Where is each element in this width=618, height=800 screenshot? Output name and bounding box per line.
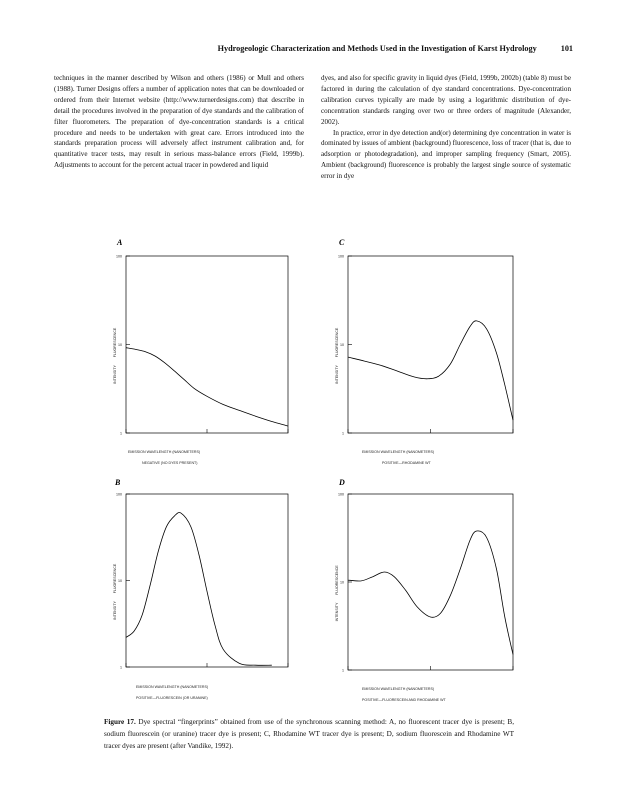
right-column-paragraph-2: In practice, error in dye detection and(or) determining dye concentration in water is dominated by issues of ambient (background) fluorescence, loss of tracer (that is, due to adsorption or photodegradation), and improper sampling frequency (Smart, 2005). Ambient (background) fluorescence is probably the largest single source of systematic error in dye bbox=[321, 128, 571, 181]
figure-panel-c bbox=[334, 236, 534, 476]
plot-frame bbox=[126, 494, 288, 667]
spectrum-line-c bbox=[348, 321, 513, 420]
page-number: 101 bbox=[560, 44, 573, 53]
figure-caption-text: Dye spectral “fingerprints” obtained from use of the synchronous scanning method: A, no fluorescent tracer dye is present; B, sodium fluorescein (or uranine) tracer dye is present; C, Rhodamine WT tracer dye is present; D, sodium fluorescein and Rhodamine WT tracer dyes are present (after Vandike, 1992). bbox=[104, 718, 515, 751]
panel-note-b: POSITIVE—FLUORESCEIN (OR URANINE) bbox=[136, 696, 208, 700]
panel-note-c: POSITIVE—RHODAMINE WT bbox=[382, 461, 431, 465]
chart-svg-b bbox=[108, 477, 308, 717]
chart-svg-c bbox=[334, 236, 534, 476]
figure-panel-b bbox=[108, 477, 308, 717]
y-tick-label: 1 bbox=[342, 668, 344, 673]
y-tick-label: 100 bbox=[116, 254, 122, 259]
y-tick-label: 1 bbox=[120, 431, 122, 436]
y-axis-label-top-c: FLUORESCENCE bbox=[335, 327, 339, 358]
figure-panel-d bbox=[334, 477, 534, 717]
y-tick-label: 100 bbox=[116, 492, 122, 497]
y-tick-label: 100 bbox=[338, 492, 344, 497]
left-column-text: techniques in the manner described by Wilson and others (1986) or Mull and others (1988). Turner Designs offers a number of application notes that can be downloaded or ordered from their Internet website (http://www.turnerdesigns.com) that describe in detail the procedures involved in the preparation of dye standards and the calibration of filter fluorometers. The preparation of dye-concentration standards is a critical procedure and needs to be undertaken with great care. Errors introduced into the standards preparation process will adversely affect instrument calibration and, for quantitative tracer tests, may result in serious mass-balance errors (Field, 1999b). Adjustments to account for the percent actual tracer in powdered and liquid bbox=[54, 74, 304, 170]
y-axis-label-top-a: FLUORESCENCE bbox=[113, 327, 117, 358]
plot-frame bbox=[348, 494, 513, 670]
y-tick-label: 10 bbox=[118, 343, 122, 347]
y-tick-label: 10 bbox=[340, 343, 344, 347]
figure-label: Figure 17. bbox=[104, 718, 136, 726]
figure-panel-a bbox=[108, 236, 308, 476]
x-axis-label-c: EMISSION WAVELENGTH (NANOMETERS) bbox=[362, 450, 435, 454]
y-tick-label: 1 bbox=[342, 431, 344, 436]
y-tick-label: 10 bbox=[340, 580, 344, 585]
header-title: Hydrogeologic Characterization and Methods Used in the Investigation of Karst Hydrology bbox=[217, 44, 537, 53]
chart-svg-a bbox=[108, 236, 308, 476]
panel-label-b: B bbox=[115, 478, 121, 487]
y-tick-label: 1 bbox=[120, 665, 122, 670]
y-axis-label-bottom-c: INTENSITY bbox=[335, 365, 339, 384]
x-axis-label-b: EMISSION WAVELENGTH (NANOMETERS) bbox=[136, 685, 209, 689]
axes-d bbox=[338, 493, 513, 673]
y-tick-label: 10 bbox=[118, 579, 122, 583]
panel-label-c: C bbox=[339, 238, 345, 247]
right-column bbox=[321, 73, 571, 182]
axes-c bbox=[338, 255, 513, 436]
left-column bbox=[54, 73, 304, 171]
plot-frame bbox=[348, 256, 513, 433]
y-tick-label: 100 bbox=[338, 254, 344, 259]
axes-a bbox=[116, 255, 288, 436]
y-axis-label-top-b: FLUORESCENCE bbox=[113, 563, 117, 594]
spectrum-line-d bbox=[348, 531, 513, 655]
spectrum-line-a bbox=[126, 348, 288, 426]
x-axis-label-a: EMISSION WAVELENGTH (NANOMETERS) bbox=[128, 450, 201, 454]
axes-b bbox=[116, 493, 288, 670]
running-header bbox=[60, 44, 573, 53]
y-axis-label-bottom-d: INTENSITY bbox=[335, 602, 339, 622]
plot-frame bbox=[126, 256, 288, 433]
right-column-paragraph-1: dyes, and also for specific gravity in liquid dyes (Field, 1999b, 2002b) (table 8) must be factored in during the calculation of dye standard concentrations. Dye-concentration calibration curves typically are made by using a logarithmic distribution of dye-concentration standards ranging over two or three orders of magnitude (Alexander, 2002). bbox=[321, 74, 571, 126]
spectrum-line-b bbox=[126, 513, 272, 666]
chart-svg-d bbox=[334, 477, 534, 717]
panel-note-d: POSITIVE—FLUORESCEIN AND RHODAMINE WT bbox=[362, 698, 446, 702]
y-axis-label-bottom-b: INTENSITY bbox=[113, 601, 117, 620]
panel-note-a: NEGATIVE (NO DYES PRESENT) bbox=[142, 461, 198, 465]
y-axis-label-bottom-a: INTENSITY bbox=[113, 365, 117, 384]
panel-label-a: A bbox=[117, 238, 123, 247]
y-axis-label-top-d: FLUORESCENCE bbox=[335, 565, 339, 595]
panel-label-d: D bbox=[339, 478, 345, 487]
x-axis-label-d: EMISSION WAVELENGTH (NANOMETERS) bbox=[362, 687, 435, 691]
figure-caption bbox=[104, 716, 514, 753]
